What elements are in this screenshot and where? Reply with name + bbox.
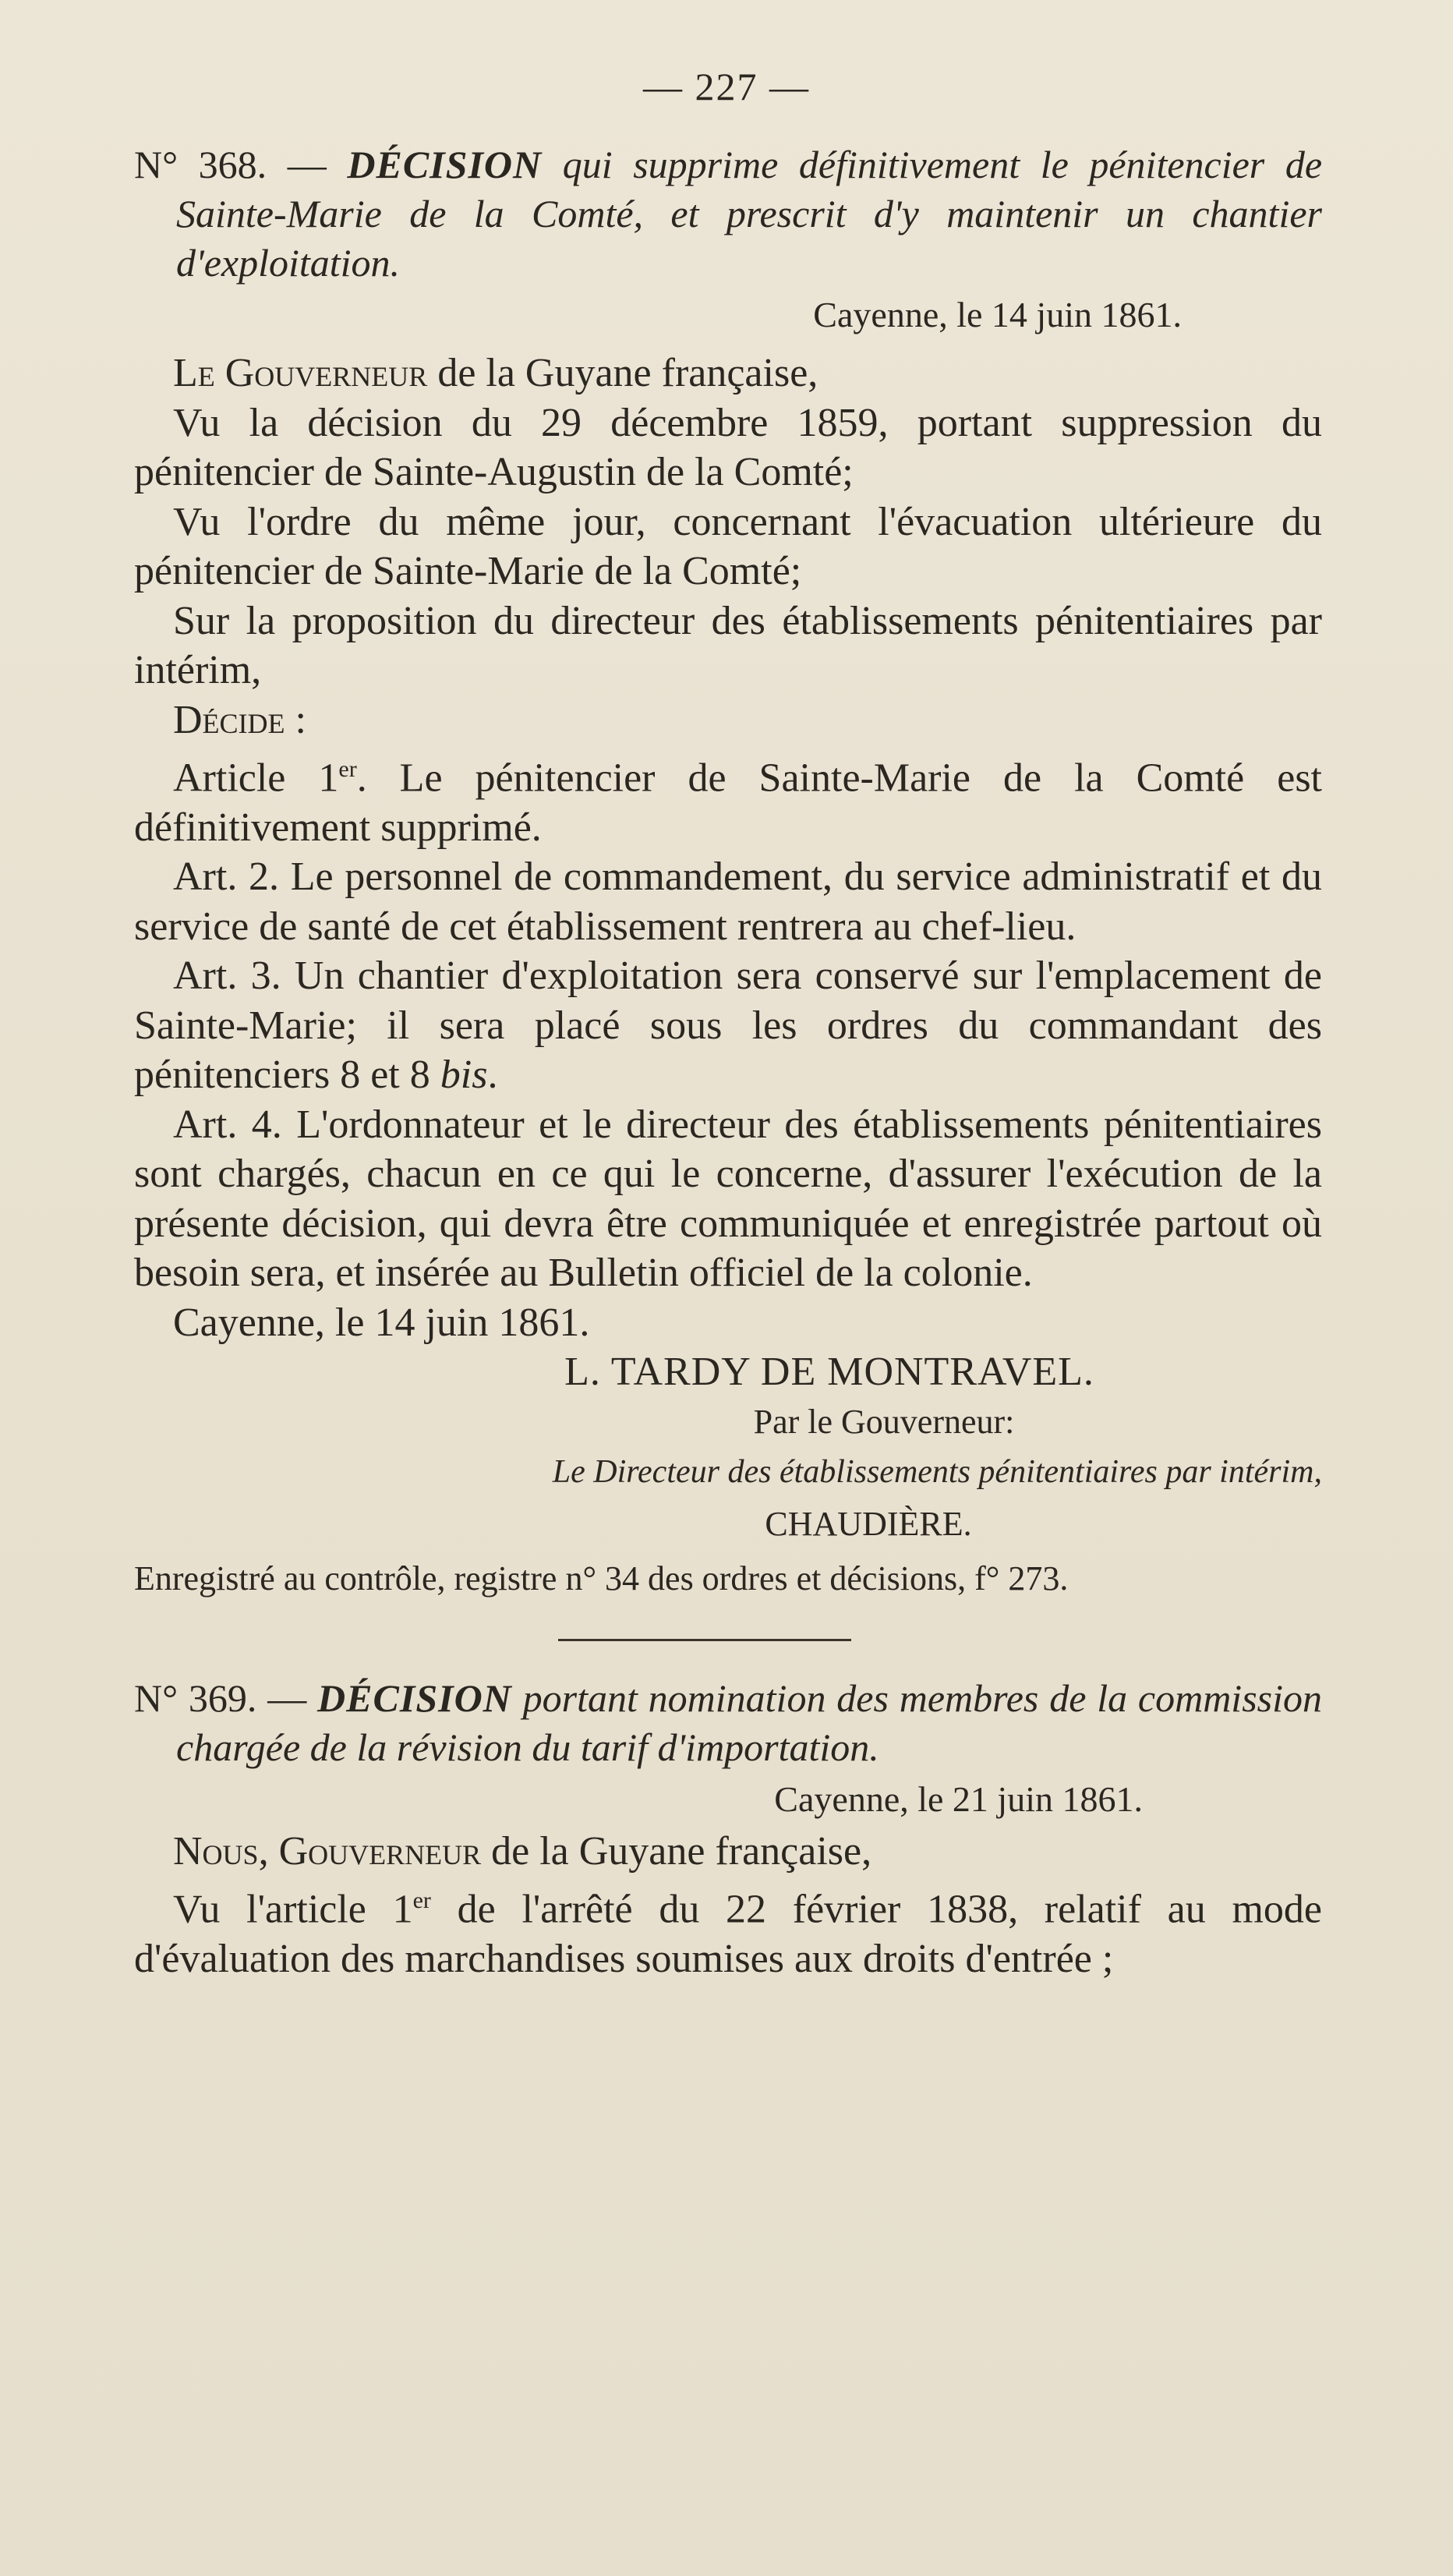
heading-title: qui supprime définitivement le pénitencier de Sainte-Marie de la Comté, et prescrit d'y maintenir un chantier d'exploitation.: [176, 143, 1323, 285]
entry-368-heading: [134, 140, 1322, 288]
page-number: — 227 —: [643, 65, 810, 108]
document-body: [134, 140, 1322, 1984]
entry-369-date: Cayenne, le 21 juin 1861.: [774, 1778, 1143, 1819]
entry-369-vu-1: [134, 1876, 1322, 1983]
entry-368-intro: [134, 349, 1322, 398]
intro-lead: Nous, Gouverneur: [173, 1828, 482, 1874]
article-3-bis: bis: [440, 1053, 488, 1098]
entry-368-vu-1: Vu la décision du 29 décembre 1859, portant suppression du pénitencier de Sainte-Augustin de la Comté;: [134, 400, 1322, 494]
article-1-label: Article 1: [173, 755, 339, 801]
entry-368-closing-date: Cayenne, le 14 juin 1861.: [173, 1300, 590, 1345]
entry-368-director-title: Le Directeur des établissements pénitentiaires par intérim,: [552, 1453, 1322, 1490]
article-1-text: . Le pénitencier de Sainte-Marie de la Comté est définitivement supprimé.: [134, 755, 1323, 850]
intro-rest: de la Guyane française,: [427, 351, 818, 395]
vu-1-text: de l'arrêté du 22 février 1838, relatif au mode d'évaluation des marchandises soumises aux droits d'entrée ;: [134, 1887, 1322, 1982]
vu-1-label: Vu l'article 1: [173, 1887, 413, 1932]
entry-368-article-3: [134, 951, 1322, 1100]
entry-368-article-4: Art. 4. L'ordonnateur et le directeur des établissements pénitentiaires sont chargés, chacun en ce qui le concerne, d'assurer l'exécution de la présente décision, qui devra être communiquée et enregistrée partout où besoin sera, et insérée au Bulletin officiel de la colonie.: [134, 1102, 1322, 1296]
vu-1-sup: er: [412, 1888, 431, 1914]
entry-369-intro: [134, 1827, 1322, 1877]
entry-368-director-name: CHAUDIÈRE.: [765, 1504, 972, 1543]
entry-368-sur: Sur la proposition du directeur des établissements pénitentiaires par intérim,: [134, 598, 1322, 692]
heading-dash: —: [267, 1675, 307, 1720]
entry-number: N° 368.: [134, 143, 267, 186]
entry-number: N° 369.: [134, 1675, 257, 1720]
entry-368-registration: Enregistré au contrôle, registre n° 34 des ordres et décisions, f° 273.: [134, 1559, 1069, 1598]
heading-keyword: DÉCISION: [347, 143, 543, 186]
entry-368-decide: Décide :: [173, 697, 306, 742]
article-1-sup: er: [338, 756, 357, 782]
heading-title: portant nomination des membres de la commission chargée de la révision du tarif d'importation.: [176, 1675, 1323, 1769]
heading-dash: —: [287, 143, 327, 186]
entry-368-vu-2: Vu l'ordre du même jour, concernant l'évacuation ultérieure du pénitencier de Sainte-Marie de la Comté;: [134, 499, 1322, 593]
article-3-text: Art. 3. Un chantier d'exploitation sera conservé sur l'emplacement de Sainte-Marie; il sera placé sous les ordres du commandant des pénitenciers 8 et 8: [134, 954, 1322, 1098]
intro-rest: de la Guyane française,: [481, 1828, 872, 1874]
entry-369-heading: [134, 1674, 1322, 1772]
entry-368-article-1: [134, 745, 1322, 852]
intro-lead: Le Gouverneur: [173, 351, 428, 395]
article-3-end: .: [487, 1053, 498, 1098]
entry-368-signatory: L. TARDY DE MONTRAVEL.: [564, 1350, 1094, 1395]
entry-368-article-2: Art. 2. Le personnel de commandement, du service administratif et du service de santé de cet établissement rentrera au chef-lieu.: [134, 855, 1322, 949]
heading-keyword: DÉCISION: [317, 1675, 512, 1720]
entry-368-par: Par le Gouverneur:: [753, 1402, 1015, 1441]
section-divider: [558, 1639, 851, 1641]
entry-368-date: Cayenne, le 14 juin 1861.: [813, 295, 1182, 334]
